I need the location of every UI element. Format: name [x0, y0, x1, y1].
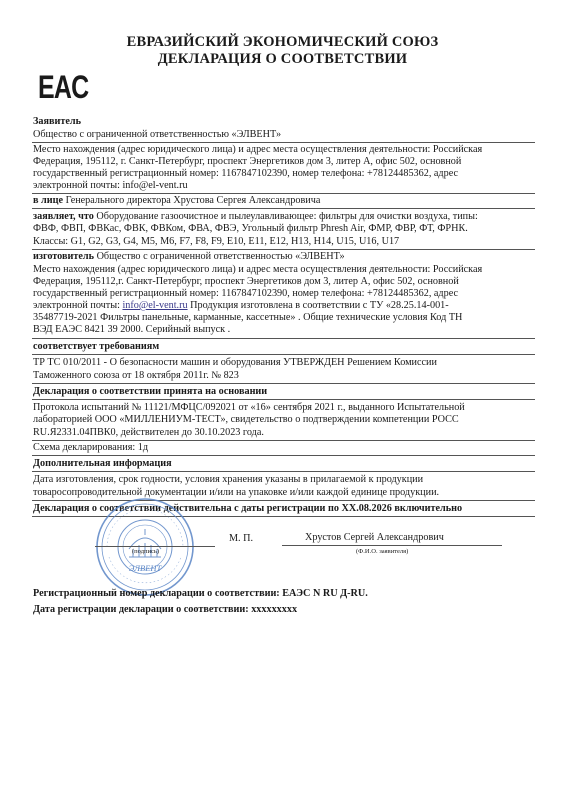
declares-label: заявляет, что — [33, 211, 94, 222]
requirements-line: ТР ТС 010/2011 - О безопасности машин и оборудования УТВЕРЖДЕН Решением Комиссии — [33, 357, 437, 368]
additional-line: товаросопроводительной документации и/или на упаковке и/или каждой единице продукции. — [33, 487, 440, 498]
applicant-email[interactable]: info@el-vent.ru — [122, 180, 188, 191]
divider — [32, 142, 535, 143]
manufacturer-line — [33, 251, 345, 263]
eac-logo: EAC — [38, 69, 89, 105]
declares-line: Классы: G1, G2, G3, G4, M5, M6, F7, F8, F9, E10, E11, E12, H13, H14, U15, U16, U17 — [33, 236, 400, 247]
additional-line: Дата изготовления, срок годности, условия хранения указаны в прилагаемой к продукции — [33, 474, 424, 485]
signature-line — [95, 546, 215, 547]
registration-date: Дата регистрации декларации о соответствии: ххххххххх — [33, 604, 298, 615]
email-label: электронной почты: — [33, 180, 123, 191]
basis-line: RU.Я2331.04ПВК0, действителен до 30.10.2023 года. — [33, 427, 264, 438]
email-label: электронной почты: — [33, 300, 123, 311]
requirements-heading: соответствует требованиям — [33, 341, 160, 352]
stamp-center-text: ЭЛВЕНТ — [128, 563, 162, 573]
scheme-line: Схема декларирования: 1д — [33, 442, 149, 453]
registration-number: Регистрационный номер декларации о соответствии: ЕАЭС N RU Д-RU. — [33, 588, 368, 599]
declares-value: Оборудование газоочистное и пылеулавливающее: фильтры для очистки воздуха, типы: — [93, 211, 478, 222]
stamp-place-label: М. П. — [229, 533, 254, 544]
manufacturer-address-line: Федерация, 195112,г. Санкт-Петербург, проспект Энергетиков дом 3, литер А, офис 502, основной — [33, 276, 459, 287]
basis-line: лабораторией ООО «МИЛЛЕНИУМ-ТЕСТ», свидетельство о подтверждении компетенции РОСС — [33, 414, 459, 425]
divider — [32, 455, 535, 456]
signer-name: Хрустов Сергей Александрович — [305, 532, 444, 543]
manufacturer-address-line: государственный регистрационный номер: 1167847102390, номер телефона: +78124485362, адрес — [33, 288, 459, 299]
manufacturer-line: 35487719-2021 Фильтры панельные, карманные, кассетные» . Общие технические условия Код ТН — [33, 312, 463, 323]
basis-line: Протокола испытаний № 11121/МФЦС/092021 от «16» сентября 2021 г., выданного Испытательной — [33, 402, 465, 413]
divider — [32, 249, 535, 250]
applicant-address-line: Место нахождения (адрес юридического лица) и адрес места осуществления деятельности: Российская — [33, 144, 483, 155]
person-value: Генерального директора Хрустова Сергея Александровича — [63, 195, 321, 206]
declares-line: ФВФ, ФВП, ФВКас, ФВК, ФВКом, ФВА, ФВЭ, Угольный фильтр Phresh Air, ФМР, ФВР, ФТ, ФРНК. — [33, 223, 468, 234]
applicant-name: Общество с ограниченной ответственностью «ЭЛВЕНТ» — [33, 129, 282, 140]
union-title: ЕВРАЗИЙСКИЙ ЭКОНОМИЧЕСКИЙ СОЮЗ — [126, 34, 439, 50]
divider — [32, 471, 535, 472]
divider — [32, 399, 535, 400]
divider — [32, 208, 535, 209]
manufacturer-label: изготовитель — [33, 251, 95, 262]
applicant-heading: Заявитель — [33, 116, 81, 127]
applicant-email-line — [33, 180, 188, 192]
divider — [32, 354, 535, 355]
person-label: в лице — [33, 195, 64, 206]
manufacturer-name: Общество с ограниченной ответственностью «ЭЛВЕНТ» — [94, 251, 345, 262]
manufacturer-line: ВЭД ЕАЭС 8421 39 2000. Серийный выпуск . — [33, 324, 231, 335]
name-line — [282, 545, 502, 546]
divider — [32, 440, 535, 441]
company-seal-stamp — [95, 497, 195, 597]
manufacturer-email-link[interactable]: info@el-vent.ru — [122, 300, 188, 311]
divider — [32, 193, 535, 194]
applicant-address-line: государственный регистрационный номер: 1167847102390, номер телефона: +78124485362, адрес — [33, 168, 459, 179]
manufacturer-email-line — [33, 300, 449, 312]
signature-caption: (подпись) — [132, 548, 159, 555]
validity-line: Декларация о соответствии действительна с даты регистрации по XX.08.2026 включительно — [33, 503, 463, 514]
tu-text: Продукция изготовлена в соответствии с ТУ «28.25.14-001- — [187, 300, 449, 311]
applicant-address-line: Федерация, 195112, г. Санкт-Петербург, проспект Энергетиков дом 3, литер А, офис 502, основной — [33, 156, 462, 167]
additional-heading: Дополнительная информация — [33, 458, 172, 469]
applicant-person — [33, 195, 320, 207]
divider — [32, 383, 535, 384]
manufacturer-address-line: Место нахождения (адрес юридического лица) и адрес места осуществления деятельности: Российская — [33, 264, 483, 275]
declares-line — [33, 211, 478, 223]
divider — [32, 338, 535, 339]
basis-heading: Декларация о соответствии принята на основании — [33, 386, 268, 397]
name-caption: (Ф.И.О. заявителя) — [356, 548, 409, 555]
requirements-line: Таможенного союза от 18 октября 2011г. № 823 — [33, 370, 239, 381]
document-title: ДЕКЛАРАЦИЯ О СООТВЕТСТВИИ — [157, 51, 408, 67]
